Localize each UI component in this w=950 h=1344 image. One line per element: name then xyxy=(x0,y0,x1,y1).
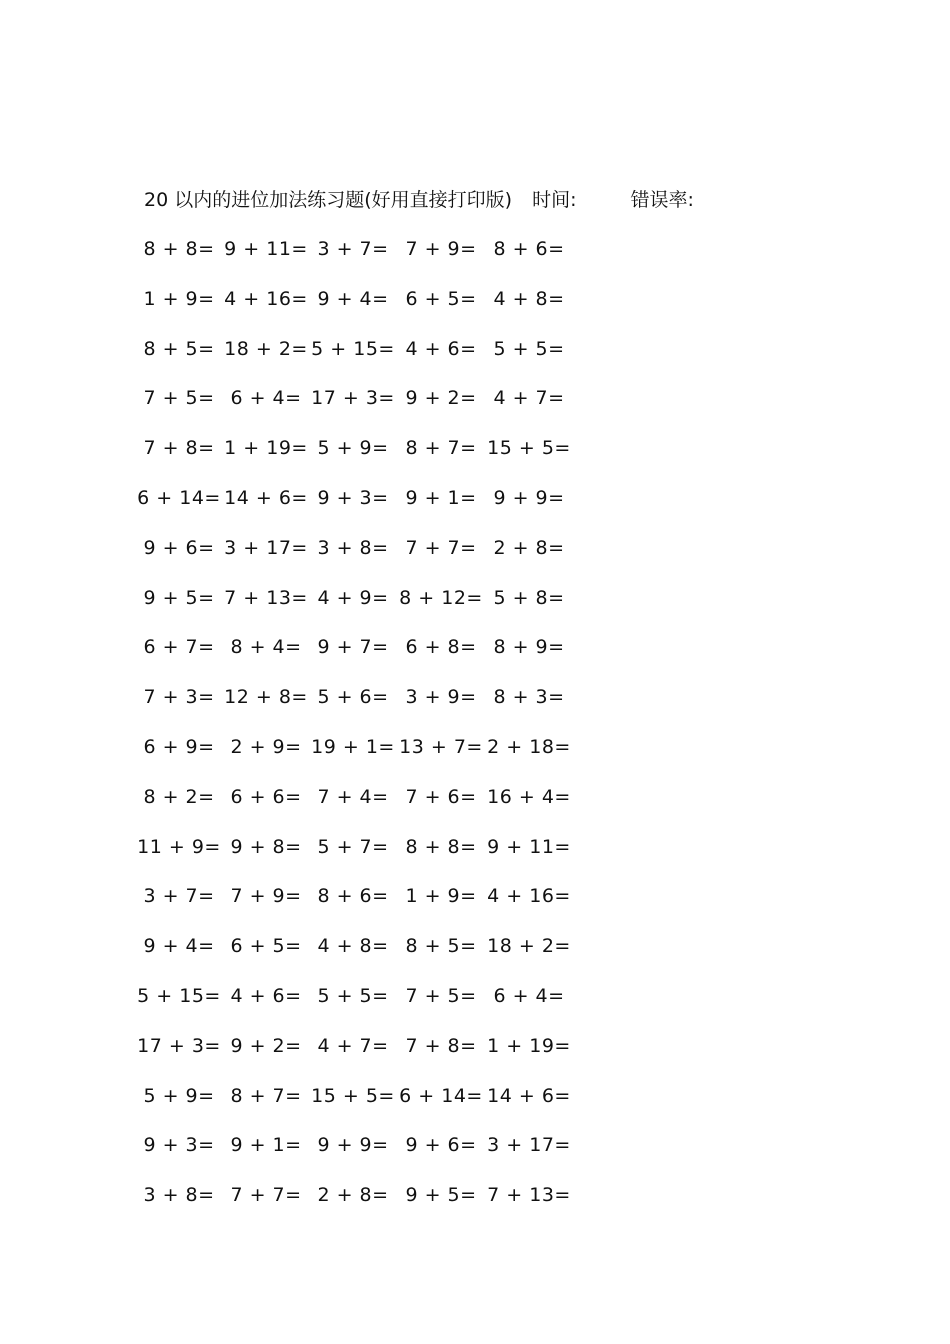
addition-problem: 4 + 6= xyxy=(405,337,477,360)
addition-problem: 18 + 2= xyxy=(224,337,308,360)
addition-problem: 9 + 1= xyxy=(405,486,477,509)
addition-problem: 4 + 9= xyxy=(317,586,389,609)
addition-problem: 7 + 9= xyxy=(230,885,302,908)
addition-problem: 14 + 6= xyxy=(487,1084,571,1107)
addition-problem: 8 + 9= xyxy=(493,636,565,659)
addition-problem: 6 + 4= xyxy=(230,387,302,410)
addition-problem: 7 + 9= xyxy=(405,238,477,260)
addition-problem: 9 + 2= xyxy=(405,387,477,410)
addition-problem: 7 + 5= xyxy=(143,387,215,410)
addition-problem: 7 + 8= xyxy=(143,437,215,460)
addition-problem: 15 + 5= xyxy=(487,437,571,460)
addition-problem: 9 + 11= xyxy=(487,835,571,858)
addition-problem: 4 + 8= xyxy=(493,287,565,310)
addition-problem: 9 + 1= xyxy=(230,1134,302,1157)
addition-problem: 6 + 9= xyxy=(143,735,215,758)
addition-problem: 2 + 18= xyxy=(487,735,571,758)
addition-problem: 7 + 5= xyxy=(405,984,477,1007)
addition-problem: 8 + 3= xyxy=(493,686,565,709)
time-label: 时间: xyxy=(532,189,577,211)
addition-problem: 6 + 5= xyxy=(405,287,477,310)
addition-problem: 5 + 5= xyxy=(493,337,565,360)
addition-problem: 2 + 8= xyxy=(317,1184,389,1207)
addition-problem: 1 + 19= xyxy=(224,437,308,460)
addition-problem: 8 + 5= xyxy=(143,337,215,360)
addition-problem: 11 + 9= xyxy=(137,835,221,858)
addition-problem: 9 + 11= xyxy=(224,238,308,260)
addition-problem: 3 + 8= xyxy=(317,536,389,559)
addition-problem: 5 + 7= xyxy=(317,835,389,858)
addition-problem: 3 + 17= xyxy=(224,536,308,559)
addition-problem: 7 + 3= xyxy=(143,686,215,709)
addition-problem: 8 + 6= xyxy=(493,238,565,260)
addition-problem: 9 + 3= xyxy=(143,1134,215,1157)
addition-problem: 9 + 6= xyxy=(405,1134,477,1157)
addition-problem: 4 + 8= xyxy=(317,935,389,958)
addition-problem: 8 + 6= xyxy=(317,885,389,908)
addition-problem: 6 + 14= xyxy=(137,486,221,509)
addition-problem: 3 + 17= xyxy=(487,1134,571,1157)
addition-problem: 3 + 8= xyxy=(143,1184,215,1207)
addition-problem: 9 + 5= xyxy=(405,1184,477,1207)
addition-problem: 9 + 4= xyxy=(317,287,389,310)
addition-problem: 16 + 4= xyxy=(487,785,571,808)
addition-problem: 8 + 8= xyxy=(405,835,477,858)
addition-problem: 3 + 9= xyxy=(405,686,477,709)
addition-problem: 12 + 8= xyxy=(224,686,308,709)
addition-problem: 7 + 7= xyxy=(230,1184,302,1207)
addition-problem: 5 + 9= xyxy=(143,1084,215,1107)
addition-problem: 6 + 4= xyxy=(493,984,565,1007)
addition-problem: 9 + 9= xyxy=(493,486,565,509)
addition-problem: 5 + 15= xyxy=(137,984,221,1007)
addition-problem: 9 + 4= xyxy=(143,935,215,958)
addition-problem: 9 + 8= xyxy=(230,835,302,858)
addition-problem: 1 + 19= xyxy=(487,1034,571,1057)
addition-problem: 4 + 7= xyxy=(493,387,565,410)
addition-problem: 8 + 7= xyxy=(230,1084,302,1107)
addition-problem: 18 + 2= xyxy=(487,935,571,958)
addition-problem: 8 + 5= xyxy=(405,935,477,958)
worksheet-title: 20 以内的进位加法练习题(好用直接打印版) xyxy=(144,189,513,211)
addition-problem: 6 + 14= xyxy=(399,1084,483,1107)
addition-problem: 5 + 5= xyxy=(317,984,389,1007)
addition-problem: 7 + 8= xyxy=(405,1034,477,1057)
addition-problem: 8 + 8= xyxy=(143,238,215,260)
addition-problem: 17 + 3= xyxy=(137,1034,221,1057)
addition-problem: 5 + 8= xyxy=(493,586,565,609)
addition-problem: 3 + 7= xyxy=(143,885,215,908)
addition-problem: 5 + 6= xyxy=(317,686,389,709)
addition-problem: 6 + 5= xyxy=(230,935,302,958)
addition-problem: 5 + 9= xyxy=(317,437,389,460)
worksheet-header xyxy=(144,186,694,214)
addition-problem: 9 + 5= xyxy=(143,586,215,609)
addition-problem: 2 + 8= xyxy=(493,536,565,559)
addition-problem: 7 + 4= xyxy=(317,785,389,808)
addition-problem: 4 + 16= xyxy=(224,287,308,310)
addition-problem: 7 + 13= xyxy=(224,586,308,609)
addition-problem: 8 + 7= xyxy=(405,437,477,460)
addition-problem: 6 + 8= xyxy=(405,636,477,659)
addition-problem: 5 + 15= xyxy=(311,337,395,360)
addition-problem: 6 + 7= xyxy=(143,636,215,659)
addition-problem: 17 + 3= xyxy=(311,387,395,410)
addition-problem: 3 + 7= xyxy=(317,238,389,260)
addition-problem: 4 + 7= xyxy=(317,1034,389,1057)
addition-problem: 9 + 7= xyxy=(317,636,389,659)
addition-problem: 9 + 6= xyxy=(143,536,215,559)
addition-problem: 8 + 2= xyxy=(143,785,215,808)
addition-problem: 1 + 9= xyxy=(143,287,215,310)
error-rate-label: 错误率: xyxy=(630,189,694,211)
addition-problem: 4 + 16= xyxy=(487,885,571,908)
addition-problem: 19 + 1= xyxy=(311,735,395,758)
addition-problem: 1 + 9= xyxy=(405,885,477,908)
addition-problem: 7 + 6= xyxy=(405,785,477,808)
addition-problem: 8 + 4= xyxy=(230,636,302,659)
addition-problem: 14 + 6= xyxy=(224,486,308,509)
addition-problem: 7 + 13= xyxy=(487,1184,571,1207)
addition-problem: 15 + 5= xyxy=(311,1084,395,1107)
addition-problem: 13 + 7= xyxy=(399,735,483,758)
addition-problem: 6 + 6= xyxy=(230,785,302,808)
addition-problem: 4 + 6= xyxy=(230,984,302,1007)
addition-problem: 8 + 12= xyxy=(399,586,483,609)
addition-problem: 7 + 7= xyxy=(405,536,477,559)
addition-problem: 2 + 9= xyxy=(230,735,302,758)
addition-problem: 9 + 3= xyxy=(317,486,389,509)
addition-problem: 9 + 2= xyxy=(230,1034,302,1057)
addition-problem: 9 + 9= xyxy=(317,1134,389,1157)
